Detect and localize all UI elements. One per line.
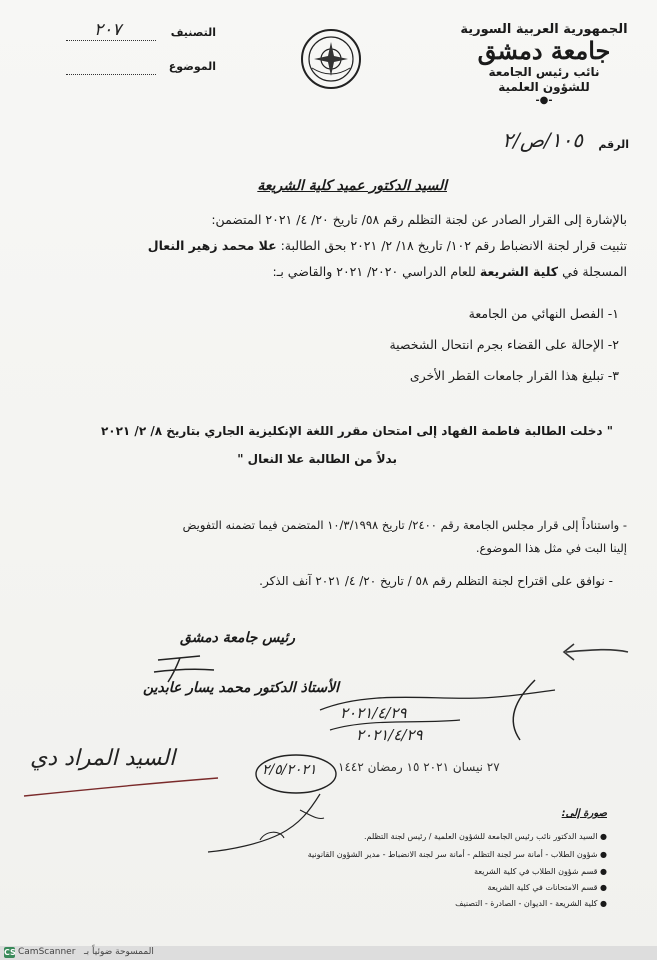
authority-line-2: إلينا البت في مثل هذا الموضوع. <box>475 541 627 555</box>
paragraph-3-text-b: للعام الدراسي ٢٠٢٠/ ٢٠٢١ والقاضي بـ: <box>272 264 476 279</box>
cc-item-3: ● قسم شؤون الطلاب في كلية الشريعة <box>474 867 607 876</box>
scanner-watermark <box>0 946 657 960</box>
classification-value: ٢٠٧ <box>94 20 122 40</box>
signature-scrawl <box>150 650 220 684</box>
decision-item-3: ٣- تبليغ هذا القرار جامعات القطر الأخرى <box>409 368 619 383</box>
reference-value: ١٠٥/ص/٢ <box>502 128 583 152</box>
scanner-note: الممسوحة ضوئياً بـ <box>84 947 154 957</box>
signatory-name: الأستاذ الدكتور محمد يسار عابدين <box>142 680 339 696</box>
paragraph-3 <box>272 264 627 279</box>
arrow-left-icon <box>560 636 630 666</box>
scribble-date-1: ٢٠٢١/٤/٢٩ <box>340 704 407 722</box>
subject-row <box>66 60 216 78</box>
header-divider: -●- <box>535 95 553 106</box>
scanner-brand: CamScanner <box>18 947 76 957</box>
arrow-scribble <box>560 636 630 666</box>
paragraph-1: بالإشارة إلى القرار الصادر عن لجنة التظلم رقم ٥٨/ تاريخ ٢٠/ ٤/ ٢٠٢١ المتضمن: <box>211 212 627 227</box>
subject-label: الموضوع <box>168 60 216 73</box>
receipt-stamp-date: ٢٧ نيسان ٢٠٢١ ١٥ رمضان ١٤٤٢ <box>338 760 500 774</box>
quote-line-1: " دخلت الطالبة فاطمة الفهاد إلى امتحان مقرر اللغة الإنكليزية الجاري بتاريخ ٨/ ٢/ ٢٠٢١ <box>100 424 613 438</box>
cc-item-1: ● السيد الدكتور نائب رئيس الجامعة للشؤون العلمية / رئيس لجنة التظلم. <box>363 832 607 841</box>
approval-line: - نوافق على اقتراح لجنة التظلم رقم ٥٨ / تاريخ ٢٠/ ٤/ ٢٠٢١ آنف الذكر. <box>259 574 613 588</box>
cc-item-2-text: شؤون الطلاب - أمانة سر لجنة التظلم - أمانة سر لجنة الانضباط - مدير الشؤون القانونية <box>307 850 598 859</box>
letterhead <box>459 22 629 106</box>
scribble-date-2: ٢٠٢١/٤/٢٩ <box>356 726 423 744</box>
signature-title: رئيس جامعة دمشق <box>179 630 295 646</box>
subject-dots <box>66 62 156 75</box>
faculty-name: كلية الشريعة <box>479 264 559 279</box>
cc-item-4: ● قسم الامتحانات في كلية الشريعة <box>487 883 607 892</box>
authority-line-1: - واستناداً إلى قرار مجلس الجامعة رقم ٢٤٠٠/ تاريخ ١٠/٣/١٩٩٨ المتضمن فيما تضمنه التفويض <box>182 518 627 532</box>
decision-item-2: ٢- الإحالة على القضاء بجرم انتحال الشخصية <box>389 337 619 352</box>
paragraph-3-text-a: المسجلة في <box>562 264 627 279</box>
university-name: جامعة دمشق <box>477 36 611 65</box>
classification-row <box>66 20 216 44</box>
quote-line-2: بدلاً من الطالبة علا النعال " <box>237 452 397 466</box>
signature-icon <box>150 650 220 684</box>
cc-item-2: ● شؤون الطلاب - أمانة سر لجنة التظلم - أمانة سر لجنة الانضباط - مدير الشؤون القانونية <box>307 850 607 859</box>
cc-item-3-text: قسم شؤون الطلاب في كلية الشريعة <box>474 867 598 876</box>
classification-label: التصنيف <box>170 26 216 39</box>
cc-item-4-text: قسم الامتحانات في كلية الشريعة <box>487 883 598 892</box>
reference-label: الرقم <box>598 138 629 151</box>
paragraph-2 <box>148 238 627 253</box>
cc-title: صورة إلى: <box>561 808 607 819</box>
cc-item-5: ● كلية الشريعة - الديوان - الصادرة - التصنيف <box>455 899 607 908</box>
university-emblem <box>300 28 362 90</box>
office-line-2: للشؤون العلمية <box>498 80 590 94</box>
handwritten-date: ٢/٥/٢٠٢١ <box>262 762 317 778</box>
scanner-logo-icon: CS <box>4 948 16 957</box>
country-name: الجمهورية العربية السورية <box>460 22 628 37</box>
note-underline <box>22 772 222 802</box>
office-line-1: نائب رئيس الجامعة <box>488 65 600 79</box>
cc-item-1-text: السيد الدكتور نائب رئيس الجامعة للشؤون العلمية / رئيس لجنة التظلم. <box>363 832 598 841</box>
student-name: علا محمد زهير النعال <box>147 238 277 253</box>
emblem-seal-icon <box>300 28 362 90</box>
paragraph-2-text: تثبيت قرار لجنة الانضباط رقم ١٠٢/ تاريخ ١٨/ ٢/ ٢٠٢١ بحق الطالبة: <box>280 238 627 253</box>
decision-item-1: ١- الفصل النهائي من الجامعة <box>468 306 619 321</box>
addressee: السيد الدكتور عميد كلية الشريعة <box>257 178 447 194</box>
underline-stroke-icon <box>22 772 222 802</box>
cc-item-5-text: كلية الشريعة - الديوان - الصادرة - التصنيف <box>455 899 598 908</box>
handwritten-note: السيد المراد دي <box>30 746 176 771</box>
